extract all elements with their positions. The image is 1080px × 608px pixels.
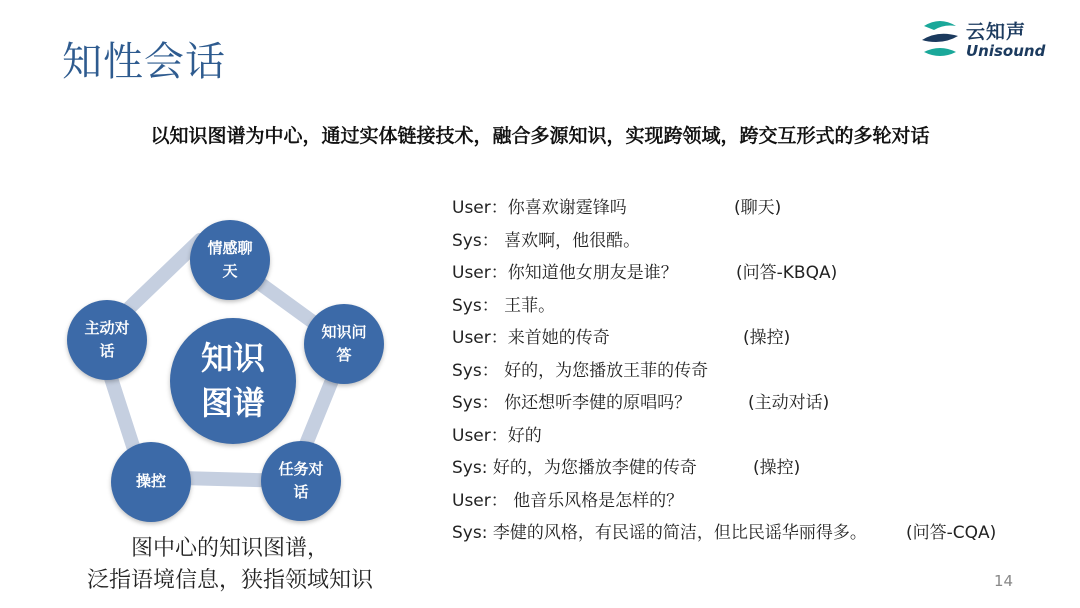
dialog-text: User： 他音乐风格是怎样的？	[452, 490, 684, 511]
node-label: 情感聊天	[207, 238, 253, 280]
dialog-tag: (问答-KBQA)	[736, 263, 838, 283]
diagram-caption	[40, 533, 420, 597]
center-node-label: 知识图谱	[200, 339, 265, 422]
logo-name-en: Unisound	[966, 42, 1046, 60]
node-task-dialog	[261, 441, 341, 521]
node-label: 操控	[135, 472, 166, 491]
dialog-text: User：来首她的传奇	[452, 328, 610, 348]
caption-line-1: 图中心的知识图谱，	[130, 536, 329, 561]
dialog-tag: (主动对话)	[748, 393, 830, 413]
unisound-logo-icon	[918, 16, 962, 62]
unisound-logo	[918, 16, 1063, 68]
dialog-tag: (聊天)	[734, 198, 782, 218]
center-node-knowledge-graph	[170, 318, 296, 444]
dialog-text: Sys： 喜欢啊，他很酷。	[452, 230, 641, 251]
node-control	[111, 442, 191, 522]
node-proactive-dialog	[67, 300, 147, 380]
node-label: 任务对话	[278, 459, 324, 501]
slide-title: 知性会话	[62, 39, 226, 85]
page-number: 14	[994, 572, 1014, 590]
dialog-text: Sys： 你还想听李健的原唱吗？	[452, 393, 692, 413]
knowledge-graph-diagram	[60, 200, 400, 520]
dialog-tag: (问答-CQA)	[906, 523, 997, 543]
dialog-text: Sys: 李健的风格，有民谣的简洁，但比民谣华丽得多。	[452, 523, 867, 543]
node-knowledge-qa	[304, 304, 384, 384]
node-label: 主动对话	[84, 318, 130, 360]
dialog-text: Sys: 好的，为您播放李健的传奇	[452, 458, 697, 478]
node-emotional-chat	[190, 220, 270, 300]
logo-name-cn: 云知声	[966, 21, 1027, 43]
dialog-tag: (操控)	[753, 458, 801, 478]
dialog-text: User：你喜欢谢霆锋吗	[452, 198, 627, 218]
dialog-text: Sys： 王菲。	[452, 295, 556, 316]
caption-line-2: 泛指语境信息，狭指领域知识	[86, 568, 373, 593]
dialog-text: User：好的	[452, 425, 542, 446]
slide-subtitle: 以知识图谱为中心，通过实体链接技术，融合多源知识，实现跨领域，跨交互形式的多轮对话	[150, 125, 930, 147]
dialog-tag: (操控)	[743, 328, 791, 348]
dialog-text: Sys： 好的，为您播放王菲的传奇	[452, 360, 709, 381]
dialog-text: User：你知道他女朋友是谁？	[452, 263, 678, 283]
node-label: 知识问答	[321, 322, 367, 364]
